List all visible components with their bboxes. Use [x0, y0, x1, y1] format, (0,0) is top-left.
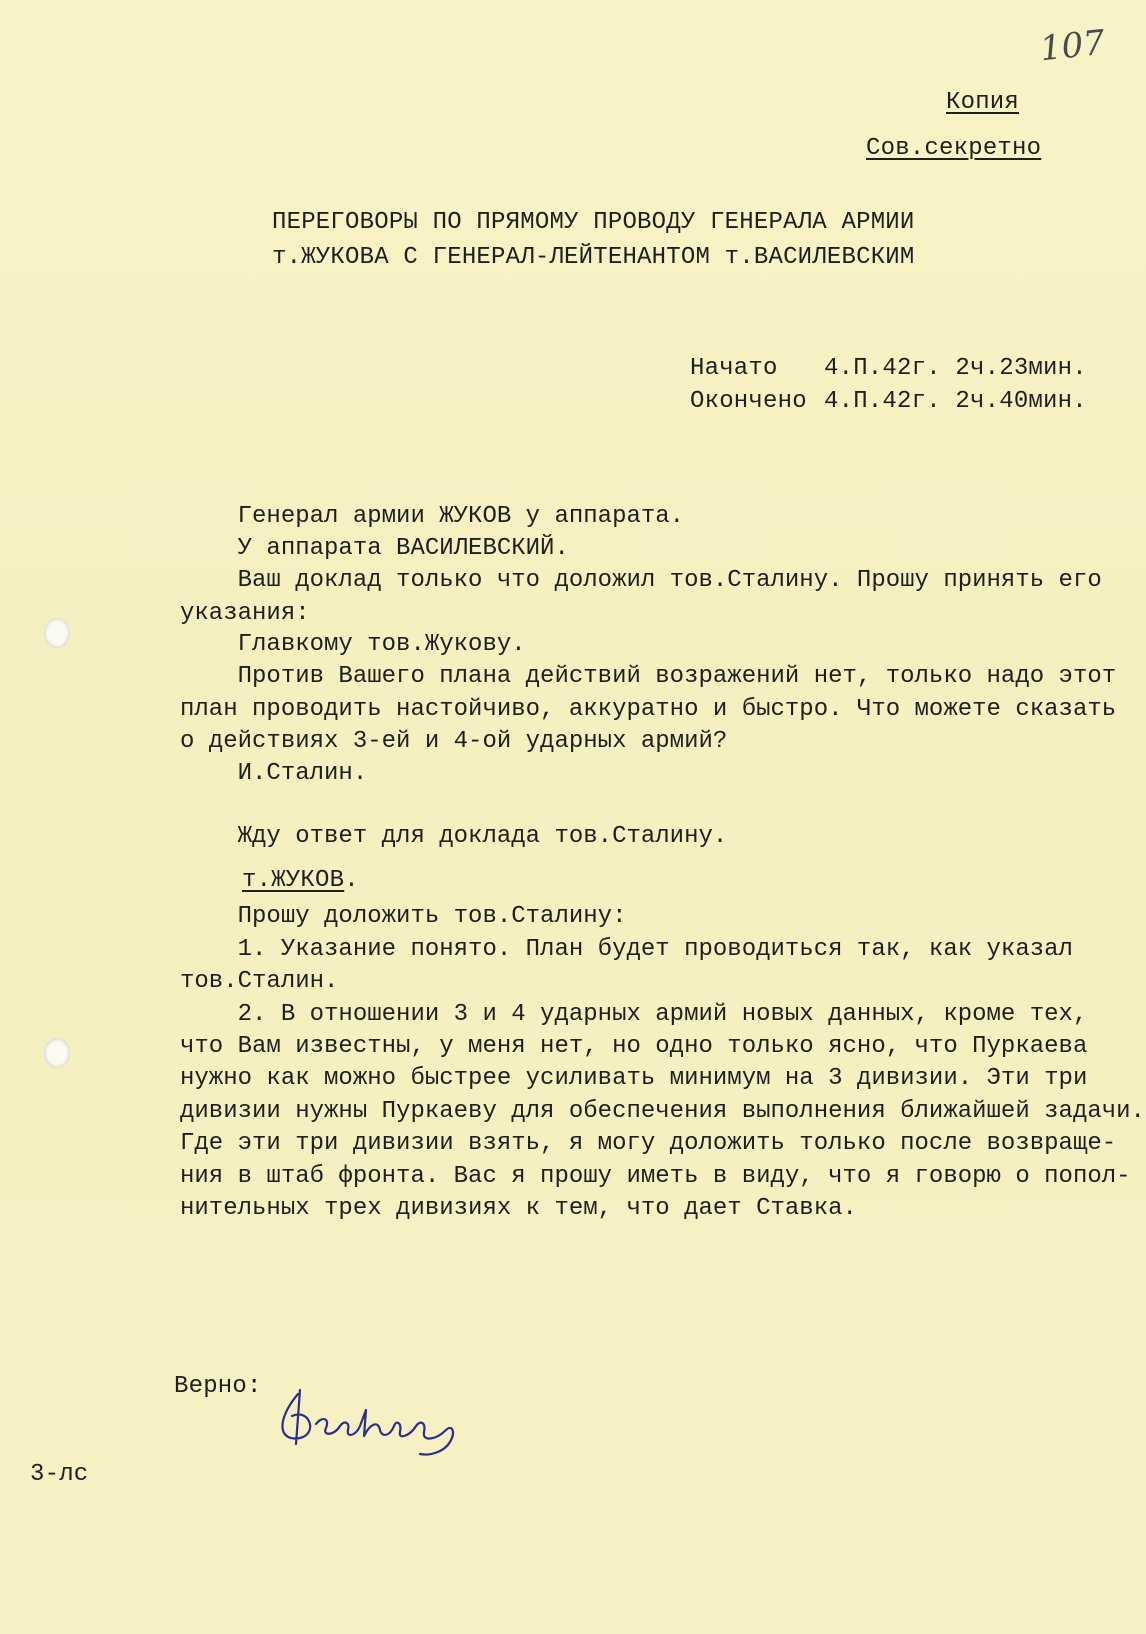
body-line: тов.Сталин. [180, 968, 339, 995]
document-title-line1: ПЕРЕГОВОРЫ ПО ПРЯМОМУ ПРОВОДУ ГЕНЕРАЛА АРМИИ [272, 209, 915, 236]
body-line: что Вам известны, у меня нет, но одно только ясно, что Пуркаева [180, 1033, 1088, 1060]
start-value: 4.П.42г. 2ч.23мин. [824, 355, 1087, 382]
document-title-line2: т.ЖУКОВА С ГЕНЕРАЛ-ЛЕЙТЕНАНТОМ т.ВАСИЛЕВСКИМ [272, 244, 915, 271]
punch-hole-bottom [44, 1038, 70, 1068]
body-line: дивизии нужны Пуркаеву для обеспечения выполнения ближайшей задачи. [180, 1098, 1145, 1125]
zhukov-heading [242, 864, 359, 898]
body-line: нительных трех дивизиях к тем, что дает Ставка. [180, 1195, 857, 1222]
zhukov-heading-dot: . [344, 867, 359, 894]
body-line: Где эти три дивизии взять, я могу доложить только после возвраще- [180, 1130, 1117, 1157]
folio-number: 107 [1038, 22, 1107, 70]
body-line: Главкому тов.Жукову. [180, 631, 526, 658]
body-line: Жду ответ для доклада тов.Сталину. [180, 823, 728, 850]
zhukov-heading-name: т.ЖУКОВ [242, 867, 345, 894]
body-line: Ваш доклад только что доложил тов.Сталину. Прошу принять его [180, 567, 1102, 594]
end-value: 4.П.42г. 2ч.40мин. [824, 388, 1087, 415]
copy-mark: Копия [946, 89, 1020, 116]
body-line: о действиях 3-ей и 4-ой ударных армий? [180, 728, 728, 755]
body-line: И.Сталин. [180, 760, 368, 787]
end-label: Окончено [690, 388, 807, 415]
body-line: план проводить настойчиво, аккуратно и быстро. Что можете сказать [180, 696, 1117, 723]
body-line: У аппарата ВАСИЛЕВСКИЙ. [180, 535, 569, 562]
body-line: Прошу доложить тов.Сталину: [180, 903, 627, 930]
body-line: 1. Указание понято. План будет проводиться так, как указал [180, 936, 1073, 963]
body-line: Генерал армии ЖУКОВ у аппарата. [180, 503, 685, 530]
body-line: указания: [180, 600, 310, 627]
punch-hole-top [44, 618, 70, 648]
certified-label: Верно: [174, 1373, 262, 1400]
footer-code: 3-лс [30, 1461, 89, 1488]
start-label: Начато [690, 355, 778, 382]
signature [270, 1380, 470, 1460]
body-line: нужно как можно быстрее усиливать минимум на 3 дивизии. Эти три [180, 1065, 1088, 1092]
body-line: ния в штаб фронта. Вас я прошу иметь в виду, что я говорю о попол- [180, 1163, 1131, 1190]
body-line: 2. В отношении 3 и 4 ударных армий новых данных, кроме тех, [180, 1001, 1088, 1028]
secrecy-mark: Сов.секретно [866, 135, 1042, 162]
body-line: Против Вашего плана действий возражений нет, только надо этот [180, 663, 1117, 690]
